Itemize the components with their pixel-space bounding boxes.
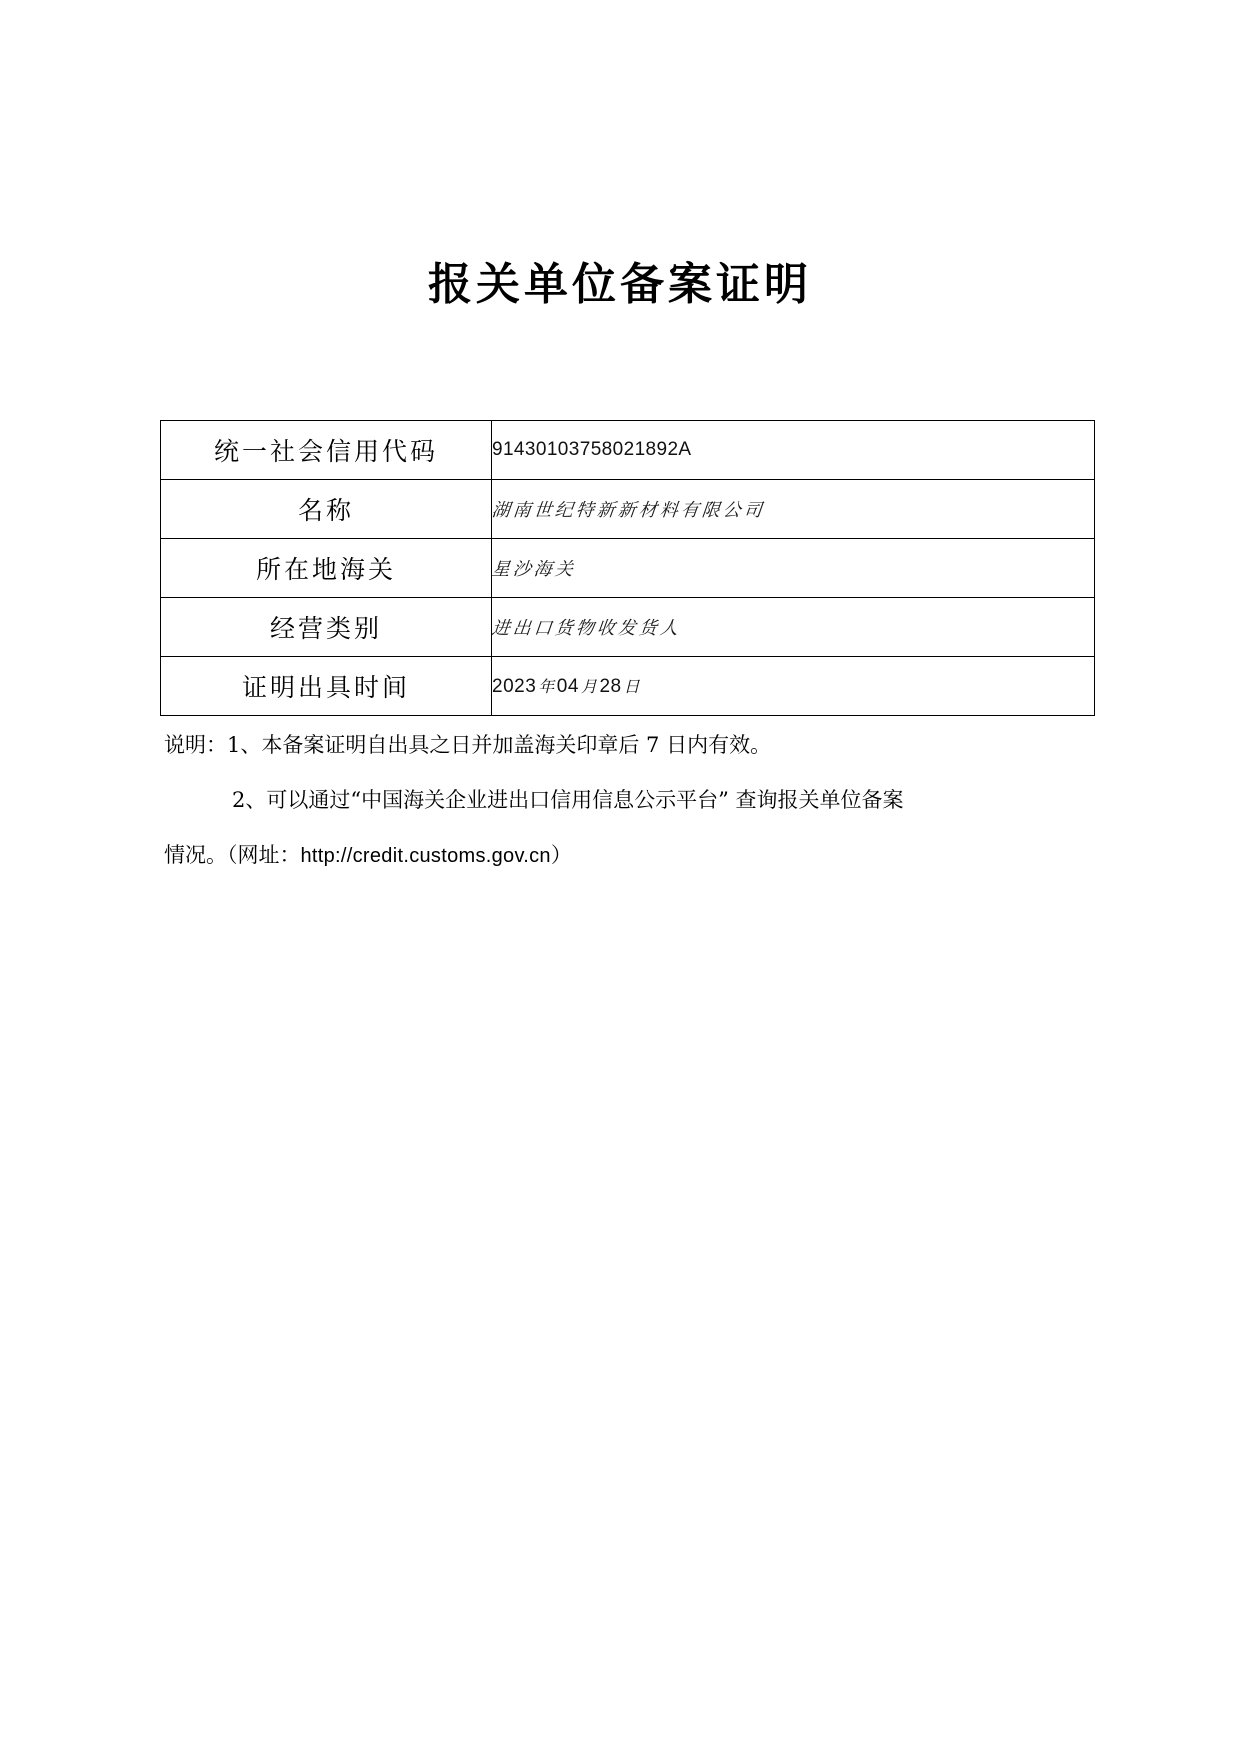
row-label-company-name: 名称 [161, 480, 492, 539]
row-label-issue-date: 证明出具时间 [161, 657, 492, 716]
company-name-text: 湖南世纪特新新材料有限公司 [490, 500, 766, 521]
row-value-credit-code [492, 421, 1095, 480]
page-title: 报关单位备案证明 [428, 259, 812, 310]
table-row [161, 598, 1095, 657]
row-value-company-name [492, 480, 1095, 539]
row-value-business-category [492, 598, 1095, 657]
note-line-2: 2、可以通过“中国海关企业进出口信用信息公示平台” 查询报关单位备案 [232, 787, 904, 812]
customs-office-text: 星沙海关 [490, 559, 577, 580]
issue-date-day: 28 [599, 676, 622, 697]
row-label-credit-code: 统一社会信用代码 [161, 421, 492, 480]
table-row [161, 539, 1095, 598]
row-value-customs-office [492, 539, 1095, 598]
issue-date-month-unit: 月 [580, 677, 598, 696]
note-line-3 [160, 835, 1095, 876]
table-row [161, 421, 1095, 480]
business-category-text: 进出口货物收发货人 [490, 618, 682, 639]
table-row [161, 480, 1095, 539]
certificate-info-table [160, 420, 1092, 716]
row-label-customs-office: 所在地海关 [161, 539, 492, 598]
row-value-issue-date [492, 657, 1095, 716]
credit-platform-url[interactable]: http://credit.customs.gov.cn [300, 844, 551, 867]
credit-code-text: 91430103758021892A [492, 439, 692, 460]
notes-section [160, 725, 1095, 876]
issue-date-year: 2023 [492, 676, 537, 697]
issue-date-year-unit: 年 [538, 677, 555, 696]
issue-date-month: 04 [556, 676, 579, 697]
note-line-3-prefix: 情况。（网址： [164, 842, 301, 867]
note-line-3-suffix: ） [550, 842, 572, 867]
issue-date-text [492, 676, 642, 697]
table-row [161, 657, 1095, 716]
note-line-1: 说明：1、本备案证明自出具之日并加盖海关印章后 7 日内有效。 [164, 733, 772, 757]
issue-date-day-unit: 日 [623, 677, 641, 696]
row-label-business-category: 经营类别 [161, 598, 492, 657]
